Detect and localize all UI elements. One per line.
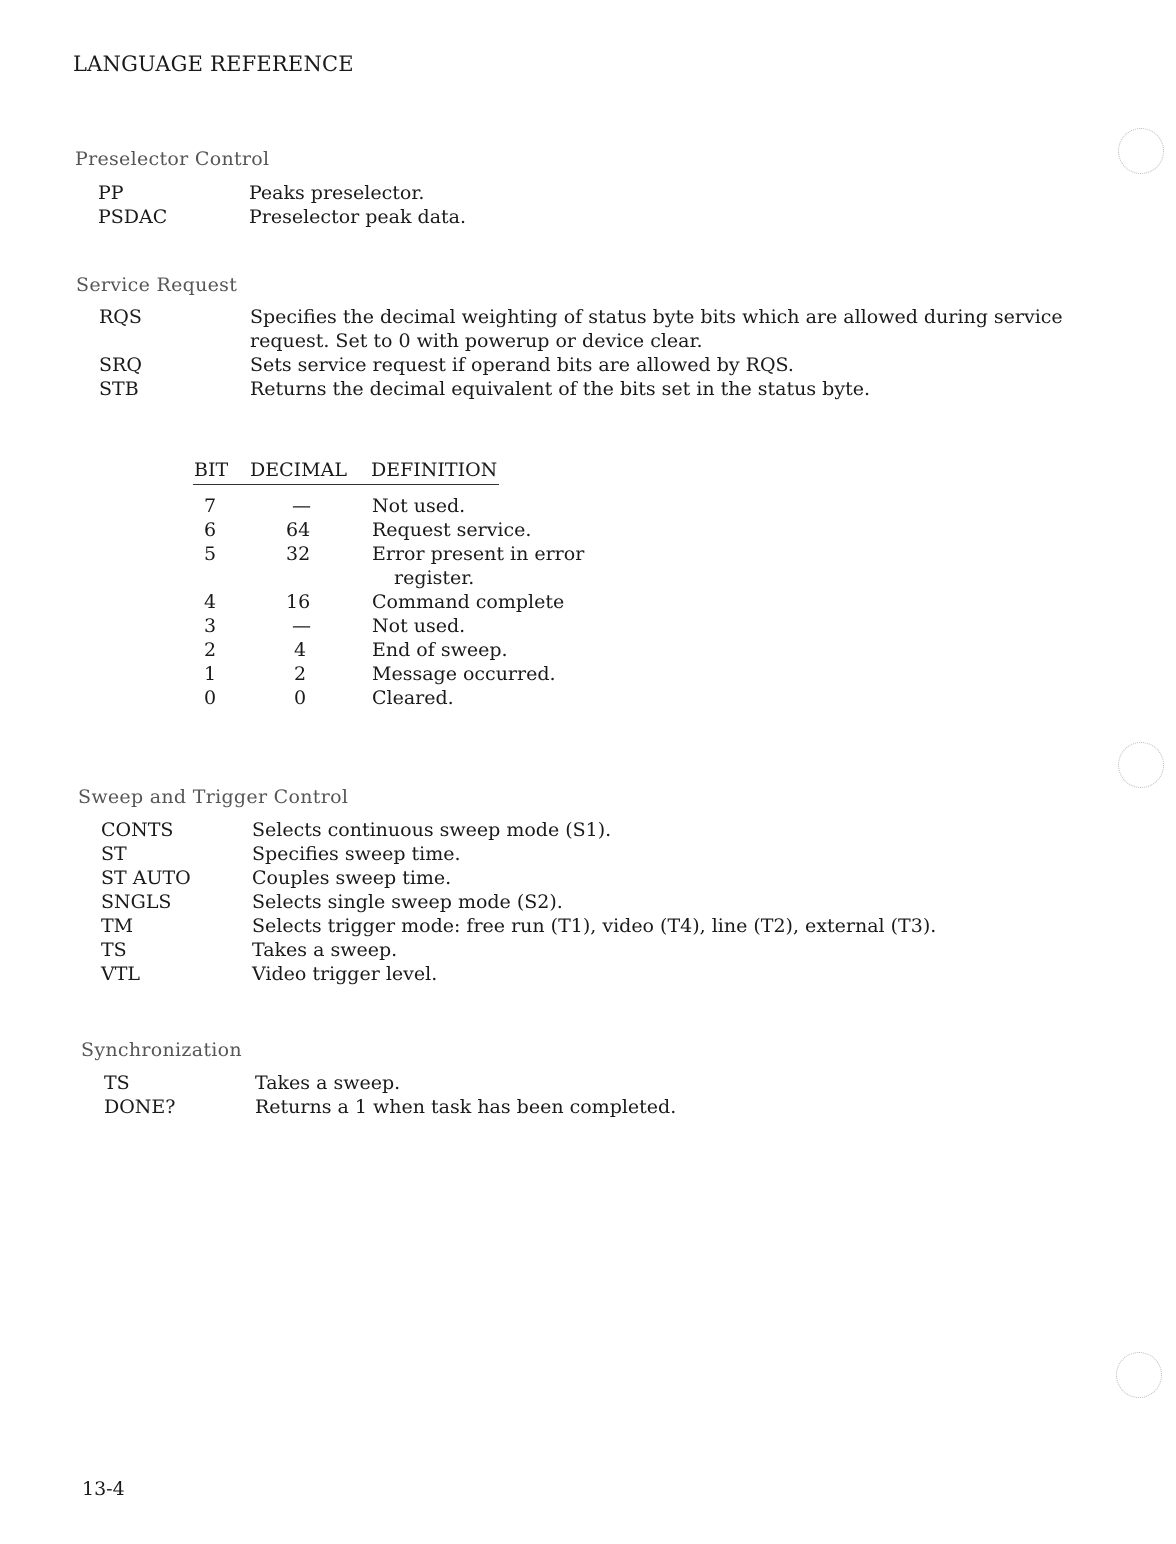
command-description-continued: request. Set to 0 with powerup or device clear. — [250, 330, 703, 352]
binder-hole — [1118, 128, 1164, 174]
cell-bit: 5 — [204, 543, 217, 565]
cell-decimal: 64 — [286, 519, 311, 541]
command-name: CONTS — [101, 819, 174, 841]
cell-decimal: 32 — [286, 543, 311, 565]
section-title-synchronization: Synchronization — [81, 1039, 242, 1061]
cell-bit: 0 — [204, 687, 217, 709]
cell-definition: Cleared. — [372, 687, 454, 709]
command-description: Peaks preselector. — [249, 182, 425, 204]
cell-decimal: 2 — [294, 663, 307, 685]
cell-definition: Command complete — [372, 591, 565, 613]
command-name: STB — [99, 378, 139, 400]
command-description: Specifies sweep time. — [252, 843, 461, 865]
column-header-bit: BIT — [194, 459, 229, 481]
section-title-service-request: Service Request — [76, 274, 238, 296]
cell-definition: Not used. — [372, 615, 466, 637]
cell-bit: 2 — [204, 639, 217, 661]
command-name: TS — [104, 1072, 130, 1094]
command-name: SRQ — [99, 354, 142, 376]
cell-bit: 3 — [204, 615, 217, 637]
section-title-sweep-trigger: Sweep and Trigger Control — [78, 786, 349, 808]
command-name: TS — [101, 939, 127, 961]
command-name: SNGLS — [101, 891, 172, 913]
command-description: Selects continuous sweep mode (S1). — [252, 819, 612, 841]
column-header-decimal: DECIMAL — [250, 459, 347, 481]
cell-bit: 4 — [204, 591, 217, 613]
cell-bit: 7 — [204, 495, 217, 517]
cell-definition: End of sweep. — [372, 639, 508, 661]
command-name: ST — [101, 843, 127, 865]
command-name: DONE? — [104, 1096, 176, 1118]
cell-decimal: — — [292, 495, 311, 517]
command-description: Sets service request if operand bits are allowed by RQS. — [250, 354, 794, 376]
cell-decimal: 4 — [294, 639, 307, 661]
cell-bit: 1 — [204, 663, 217, 685]
command-description: Returns a 1 when task has been completed. — [255, 1096, 677, 1118]
section-title-preselector: Preselector Control — [75, 148, 270, 170]
cell-definition: Request service. — [372, 519, 532, 541]
cell-decimal: 16 — [286, 591, 311, 613]
command-name: RQS — [99, 306, 142, 328]
command-name: PP — [98, 182, 124, 204]
cell-decimal: — — [292, 615, 311, 637]
page-header: LANGUAGE REFERENCE — [73, 52, 354, 76]
cell-bit: 6 — [204, 519, 217, 541]
column-header-definition: DEFINITION — [371, 459, 498, 481]
command-description: Preselector peak data. — [249, 206, 467, 228]
cell-decimal: 0 — [294, 687, 307, 709]
command-description: Selects trigger mode: free run (T1), video (T4), line (T2), external (T3). — [252, 915, 937, 937]
command-description: Takes a sweep. — [255, 1072, 401, 1094]
command-name: TM — [101, 915, 134, 937]
page-number: 13-4 — [82, 1478, 125, 1500]
table-header-rule — [193, 484, 499, 485]
binder-hole — [1118, 742, 1164, 788]
command-description: Couples sweep time. — [252, 867, 452, 889]
cell-definition: Error present in error — [372, 543, 585, 565]
command-name: VTL — [101, 963, 141, 985]
command-description: Returns the decimal equivalent of the bits set in the status byte. — [250, 378, 870, 400]
cell-definition-continued: register. — [394, 567, 475, 589]
command-description: Selects single sweep mode (S2). — [252, 891, 563, 913]
cell-definition: Message occurred. — [372, 663, 556, 685]
command-description: Specifies the decimal weighting of status byte bits which are allowed during service — [250, 306, 1063, 328]
command-description: Video trigger level. — [252, 963, 438, 985]
command-description: Takes a sweep. — [252, 939, 398, 961]
command-name: PSDAC — [98, 206, 168, 228]
command-name: ST AUTO — [101, 867, 191, 889]
cell-definition: Not used. — [372, 495, 466, 517]
binder-hole — [1116, 1352, 1162, 1398]
